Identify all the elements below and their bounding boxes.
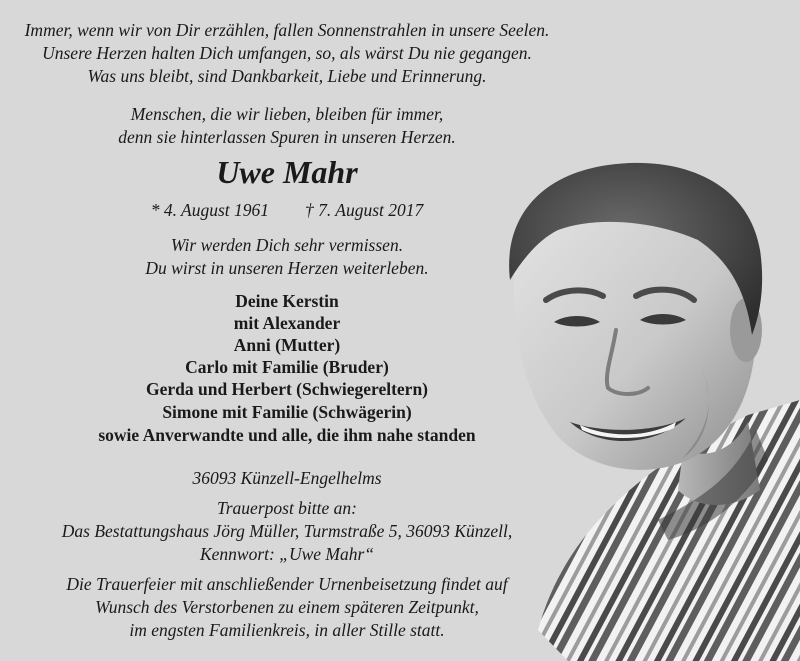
- ceremony-line: Wunsch des Verstorbenen zu einem späteren Zeitpunkt,: [95, 597, 479, 617]
- birth-date: * 4. August 1961: [150, 200, 269, 220]
- deceased-name: Uwe Mahr: [216, 154, 358, 190]
- farewell-line: Wir werden Dich sehr vermissen.: [170, 235, 404, 255]
- poem-line: Unsere Herzen halten Dich umfangen, so, als wärst Du nie gegangen.: [42, 43, 532, 63]
- portrait-photo: [508, 160, 800, 661]
- mourner-entry: Gerda und Herbert (Schwiegereltern): [145, 379, 429, 399]
- poem-line: Immer, wenn wir von Dir erzählen, fallen Sonnenstrahlen in unsere Seelen.: [24, 20, 550, 40]
- quote-line: Menschen, die wir lieben, bleiben für immer,: [130, 104, 444, 124]
- ceremony-line: Die Trauerfeier mit anschließender Urnenbeisetzung findet auf: [66, 574, 508, 594]
- ceremony-line: im engsten Familienkreis, in aller Stille statt.: [129, 620, 445, 640]
- mourner-entry: sowie Anverwandte und alle, die ihm nahe standen: [98, 425, 476, 445]
- mourner-entry: mit Alexander: [233, 313, 341, 333]
- mourner-entry: Simone mit Familie (Schwägerin): [162, 402, 412, 422]
- condolence-line: Das Bestattungshaus Jörg Müller, Turmstraße 5, 36093 Künzell,: [61, 521, 513, 541]
- mourner-entry: Carlo mit Familie (Bruder): [185, 357, 389, 377]
- death-date: † 7. August 2017: [305, 200, 424, 220]
- life-dates: [0, 200, 574, 221]
- mourner-entry: Deine Kerstin: [235, 291, 339, 311]
- mourner-entry: Anni (Mutter): [233, 335, 341, 355]
- condolence-line: Kennwort: „Uwe Mahr“: [199, 544, 375, 564]
- farewell-line: Du wirst in unseren Herzen weiterleben.: [145, 258, 429, 278]
- family-address: 36093 Künzell-Engelhelms: [192, 468, 382, 488]
- condolence-line: Trauerpost bitte an:: [216, 498, 357, 518]
- poem-line: Was uns bleibt, sind Dankbarkeit, Liebe und Erinnerung.: [87, 66, 487, 86]
- quote-line: denn sie hinterlassen Spuren in unseren Herzen.: [118, 127, 456, 147]
